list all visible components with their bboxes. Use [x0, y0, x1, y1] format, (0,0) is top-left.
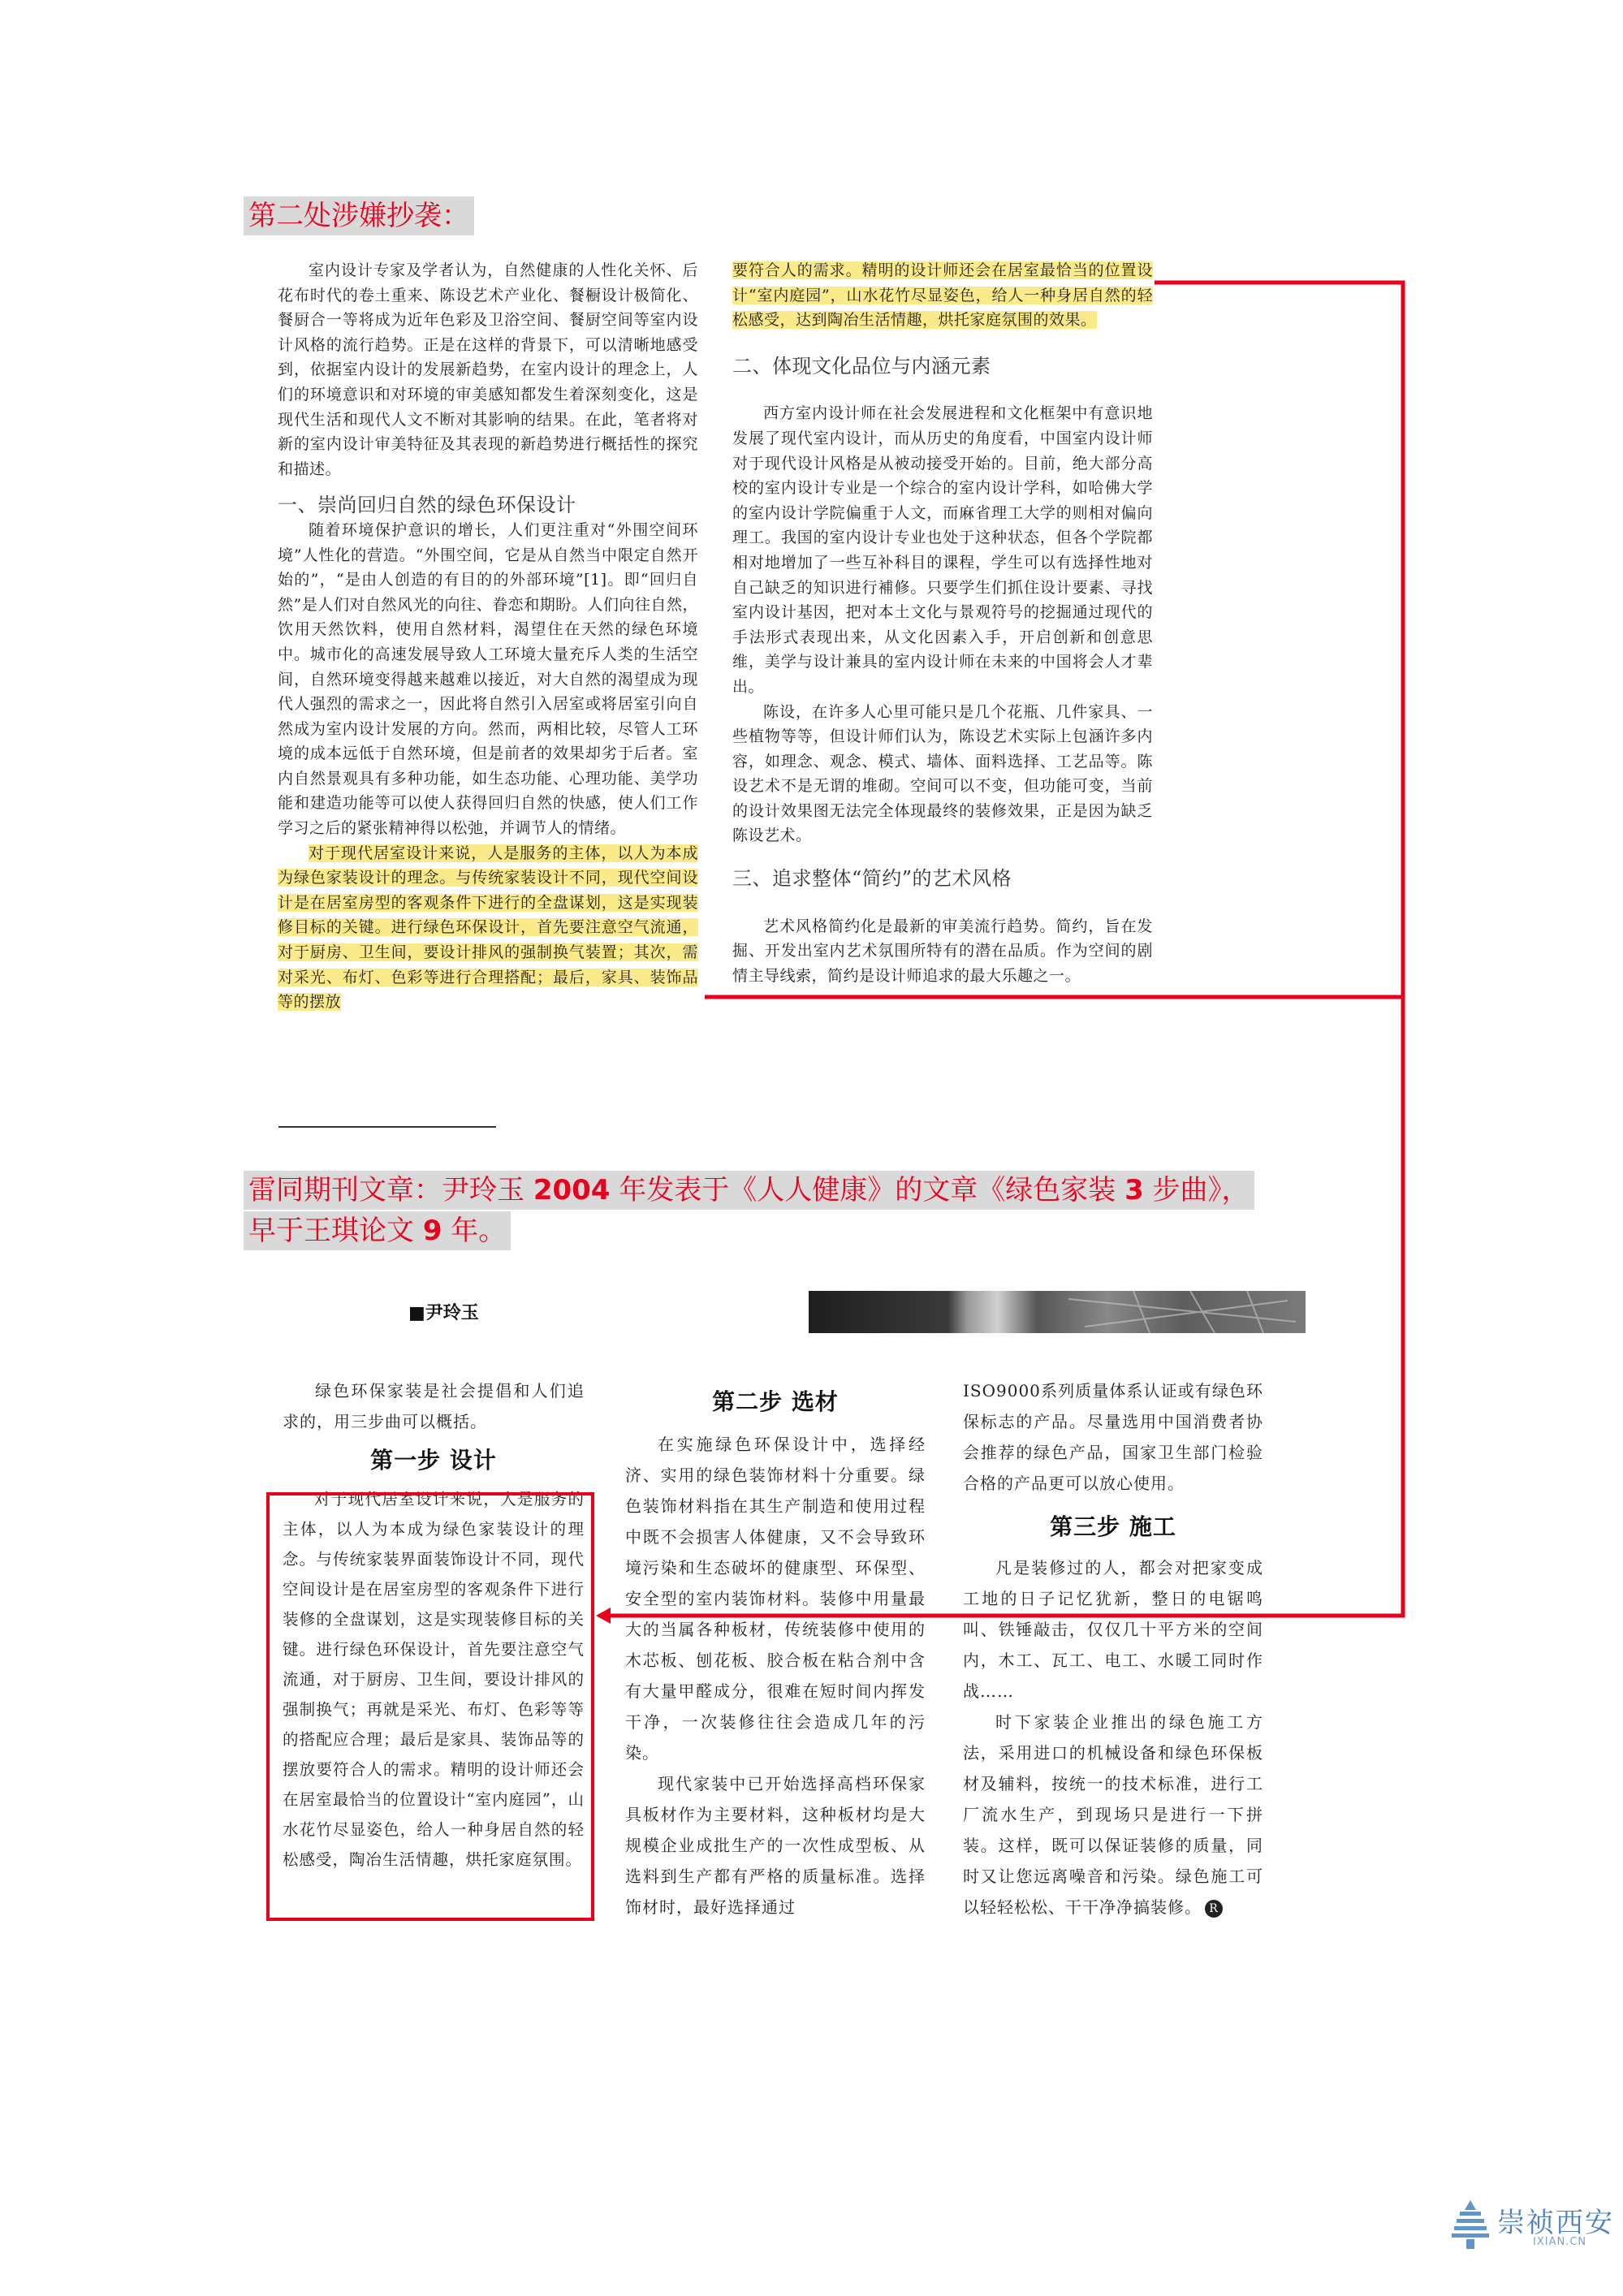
- watermark-text: 崇祯西安: [1497, 2207, 1614, 2239]
- journal-paragraph: 对于现代居室设计来说，人是服务的主体，以人为本成为绿色家装设计的理念。与传统家装界面装饰设计不同，现代空间设计是在居室房型的客观条件下进行装修的全盘谋划，这是实现装修目标的关键。进行绿色环保设计，首先要注意空气流通，对于厨房、卫生间，要设计排风的强制换气；再就是采光、布灯、色彩等等的搭配应合理；最后是家具、装饰品等的摆放要符合人的需求。精明的设计师还会在居室最恰当的位置设计“室内庭园”，山水花竹尽显姿色，给人一种身居自然的轻松感受，陶冶生活情趣，烘托家庭氛围。: [283, 1490, 585, 1869]
- step3-heading: 第三步 施工: [1050, 1513, 1176, 1540]
- journal-paragraph: 在实施绿色环保设计中，选择经济、实用的绿色装饰材料十分重要。绿色装饰材料指在其生产制造和使用过程中既不会损害人体健康，又不会导致环境污染和生态破坏的健康型、环保型、安全型的室内装饰材料。装修中用量最大的当属各种板材，传统装修中使用的木芯板、刨花板、胶合板在粘合剂中含有大量甲醛成分，很难在短时间内挥发干净，一次装修往往会造成几年的污染。: [625, 1435, 926, 1763]
- thesis-paragraph: 西方室内设计师在社会发展进程和文化框架中有意识地发展了现代室内设计，而从历史的角度看，中国室内设计师对于现代设计风格是从被动接受开始的。目前，绝大部分高校的室内设计专业是一个综合的室内设计学科，如哈佛大学的室内设计学院偏重于人文，而麻省理工大学的则相对偏向理工。我国的室内设计专业也处于这种状态，但各个学院都相对地增加了一些互补科目的课程，学生可以有选择性地对自己缺乏的知识进行補修。只要学生们抓住设计要素、寻找室内设计基因，把对本土文化与景观符号的挖掘通过现代的手法形式表现出来，从文化因素入手，开启创新和创意思维，美学与设计兼具的室内设计师在未来的中国将会人才辈出。: [732, 404, 1153, 696]
- watermark-url: IXIAN.CN: [1533, 2236, 1587, 2248]
- pagoda-logo-icon: [1452, 2200, 1489, 2249]
- end-mark-icon: R: [1205, 1900, 1223, 1918]
- comparison-label-line1: 雷同期刊文章：尹玲玉 2004 年发表于《人人健康》的文章《绿色家装 3 步曲》，: [244, 1171, 1254, 1210]
- thesis-heading: 二、体现文化品位与内涵元素: [732, 354, 991, 378]
- journal-paragraph: 凡是装修过的人，都会对把家变成工地的日子记忆犹新，整日的电锯鸣叫、铁锤敲击，仅仅几十平方米的空间内，木工、瓦工、电工、水暖工同时作战……: [963, 1558, 1263, 1701]
- arrowhead-icon: [596, 1608, 611, 1624]
- thesis-heading: 一、崇尚回归自然的绿色环保设计: [278, 494, 576, 517]
- thesis-paragraph: 随着环境保护意识的增长，人们更注重对“外围空间环境”人性化的营造。“外围空间，它是从自然当中限定自然开始的”，“是由人创造的有目的的外部环境”[1]。即“回归自然”是人们对自然风光的向往、眷恋和期盼。人们向往自然，饮用天然饮料，使用自然材料，渴望住在天然的绿色环境中。城市化的高速发展导致人工环境大量充斥人类的生活空间，自然环境变得越来越难以接近，对大自然的渴望成为现代人强烈的需求之一，因此将自然引入居室或将居室引向自然成为室内设计发展的方向。然而，两相比较，尽管人工环境的成本远低于自然环境，但是前者的效果却劣于后者。室内自然景观具有多种功能，如生态功能、心理功能、美学功能和建造功能等可以使人获得回归自然的快感，使人们工作学习之后的紧张精神得以松弛，并调节人的情绪。: [278, 520, 698, 838]
- journal-paragraph: ISO9000系列质量体系认证或有绿色环保标志的产品。尽量选用中国消费者协会推荐的绿色产品，国家卫生部门检验合格的产品更可以放心使用。: [963, 1381, 1263, 1493]
- thesis-heading: 三、追求整体“简约”的艺术风格: [732, 867, 1012, 891]
- thesis-paragraph: 艺术风格简约化是最新的审美流行趋势。简约，旨在发掘、开发出室内艺术氛围所特有的潜在品质。作为空间的剧情主导线索，简约是设计师追求的最大乐趣之一。: [732, 917, 1153, 985]
- thesis-paragraph: 陈设，在许多人心里可能只是几个花瓶、几件家具、一些植物等等，但设计师们认为，陈设艺术实际上包涵许多内容，如理念、观念、模式、墙体、面料选择、工艺品等。陈设艺术不是无谓的堆砌。空间可以不变，但功能可变，当前的设计效果图无法完全体现最终的装修效果，正是因为缺乏陈设艺术。: [732, 702, 1153, 845]
- highlighted-text: 对于现代居室设计来说，人是服务的主体，以人为本成为绿色家装设计的理念。与传统家装设计不同，现代空间设计是在居室房型的客观条件下进行的全盘谋划，这是实现装修目标的关键。进行绿色环保设计，首先要注意空气流通，对于厨房、卫生间，要设计排风的强制换气装置；其次，需对采光、布灯、色彩等进行合理搭配；最后，家具、装饰品等的摆放: [278, 844, 698, 1012]
- thesis-paragraph: 室内设计专家及学者认为，自然健康的人性化关怀、后花布时代的卷土重来、陈设艺术产业化、餐橱设计极简化、餐厨合一等将成为近年色彩及卫浴空间、餐厨空间等室内设计风格的流行趋势。正是在这样的背景下，可以清晰地感受到，依据室内设计的发展新趋势，在室内设计的理念上，人们的环境意识和对环境的审美感知都发生着深刻变化，这是现代生活和现代人文不断对其影响的结果。在此，笔者将对新的室内设计审美特征及其表现的新趋势进行概括性的探究和描述。: [278, 261, 698, 478]
- journal-author: ■尹玲玉: [408, 1303, 479, 1323]
- journal-paragraph: 现代家装中已开始选择高档环保家具板材作为主要材料，这种板材均是大规模企业成批生产的一次性成型板、从选料到生产都有严格的质量标准。选择饰材时，最好选择通过: [625, 1774, 926, 1917]
- journal-intro: 绿色环保家装是社会提倡和人们追求的，用三步曲可以概括。: [283, 1381, 585, 1431]
- plagiarism-label: 第二处涉嫌抄袭：: [244, 196, 474, 235]
- step1-heading: 第一步 设计: [370, 1447, 497, 1474]
- comparison-label-line2: 早于王琪论文 9 年。: [244, 1211, 511, 1250]
- highlighted-text: 要符合人的需求。精明的设计师还会在居室最恰当的位置设计“室内庭园”，山水花竹尽显姿色，给人一种身居自然的轻松感受，达到陶冶生活情趣，烘托家庭氛围的效果。: [732, 261, 1153, 330]
- connector-line-right: [601, 283, 1403, 1616]
- journal-paragraph: 时下家装企业推出的绿色施工方法，采用进口的机械设备和绿色环保板材及辅料，按统一的技术标准，进行工厂流水生产，到现场只是进行一下拼装。这样，既可以保证装修的质量，同时又让您远离噪音和污染。绿色施工可以轻轻松松、干干净净搞装修。: [963, 1712, 1263, 1917]
- step2-heading: 第二步 选材: [712, 1388, 839, 1415]
